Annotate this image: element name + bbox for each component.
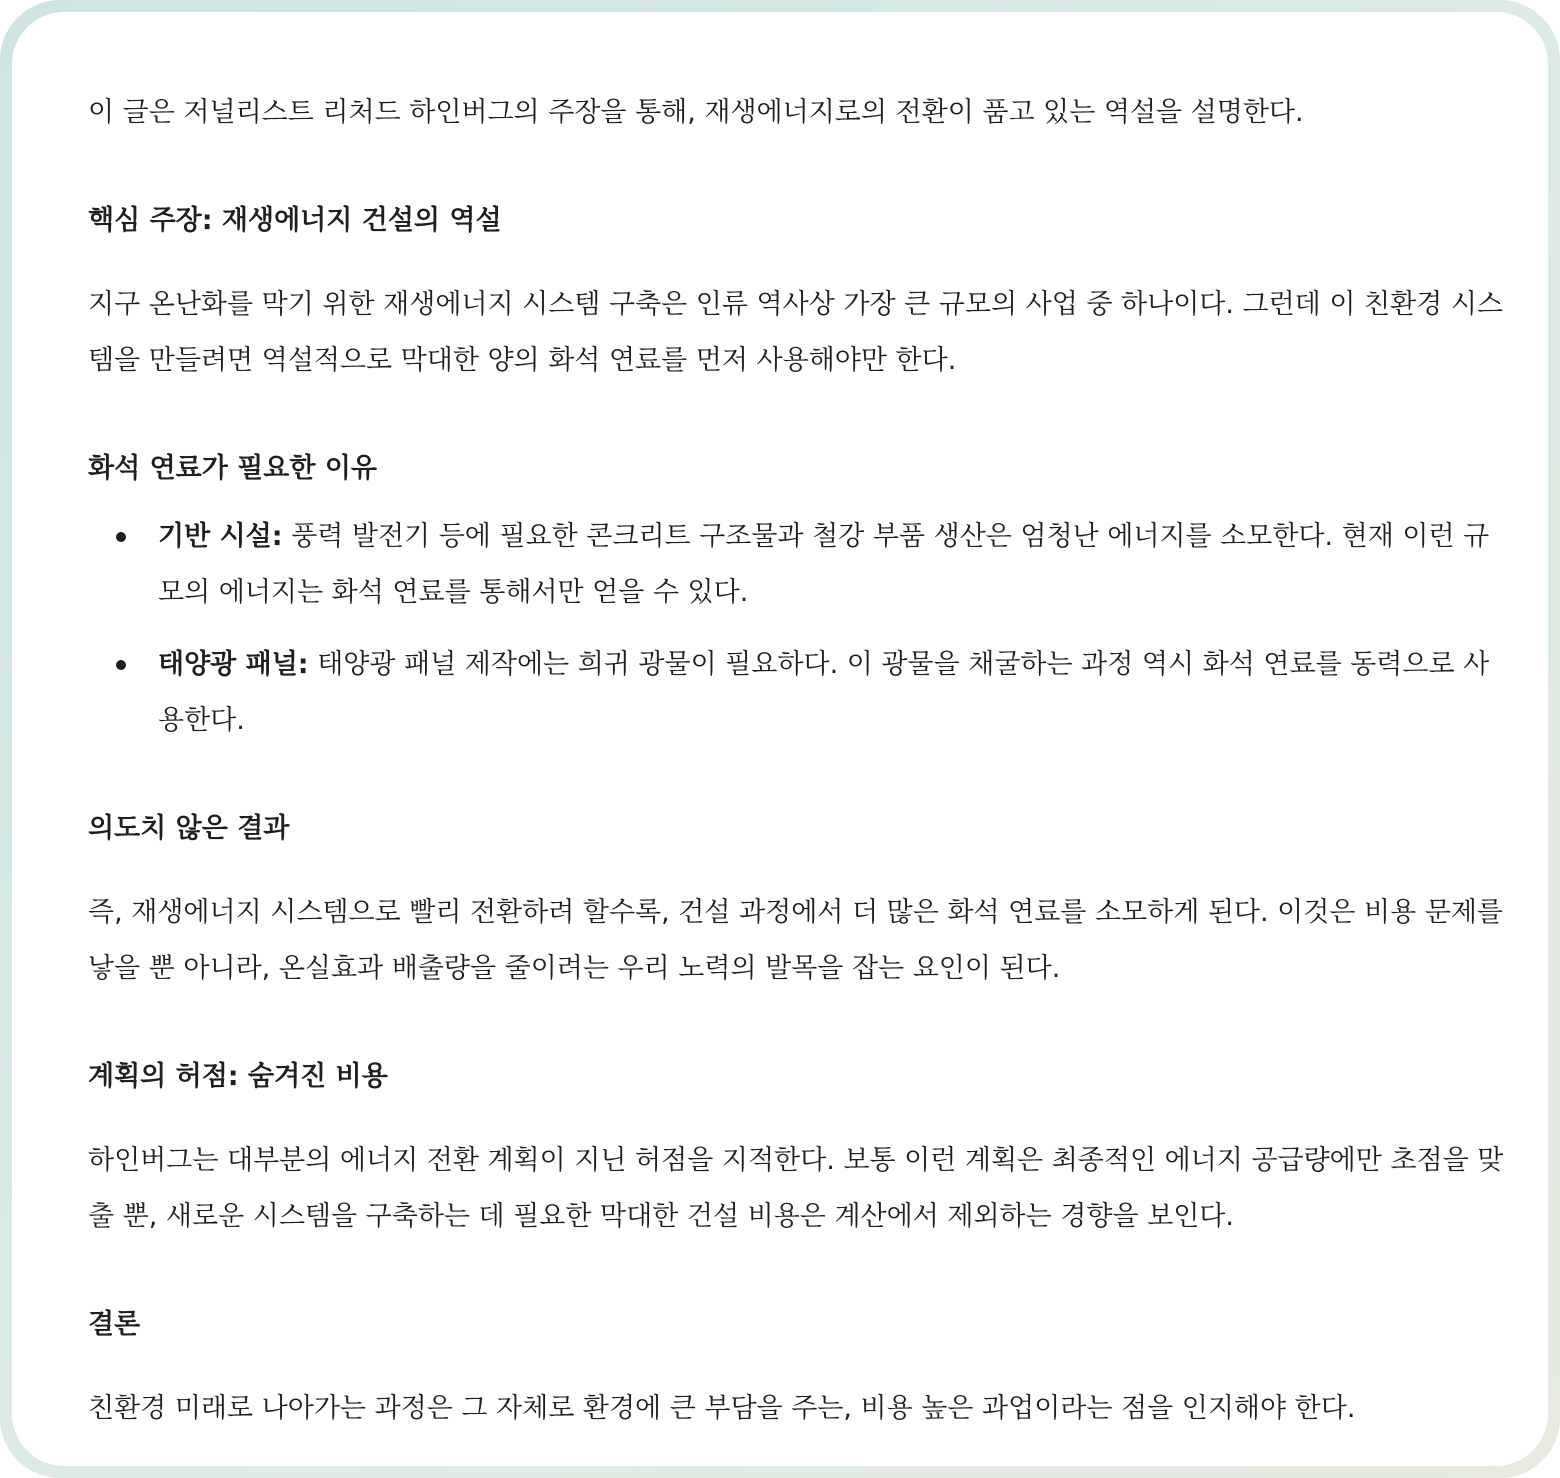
document-card (12, 12, 1548, 1466)
section-heading-core-claim: 핵심 주장: 재생에너지 건설의 역설 (88, 205, 502, 236)
section-paragraph-hidden-cost: 하인버그는 대부분의 에너지 전환 계획이 지닌 허점을 지적한다. 보통 이런 계획은 최종적인 에너지 공급량에만 초점을 맞출 뿐, 새로운 시스템을 구축하는 데 필요한 막대한 건설 비용은 계산에서 제외하는 경향을 보인다. (88, 1145, 1504, 1232)
bullet-dot (116, 532, 126, 542)
document-body (88, 85, 1508, 1437)
reasons-list (88, 509, 1508, 749)
list-item-text: 태양광 패널 제작에는 희귀 광물이 필요하다. 이 광물을 채굴하는 과정 역시 화석 연료를 동력으로 사용한다. (158, 649, 1490, 736)
list-item (88, 509, 1508, 621)
section-heading-why-fossil-fuel: 화석 연료가 필요한 이유 (88, 453, 378, 484)
list-item-text: 풍력 발전기 등에 필요한 콘크리트 구조물과 철강 부품 생산은 엄청난 에너지를 소모한다. 현재 이런 규모의 에너지는 화석 연료를 통해서만 얻을 수 있다. (158, 521, 1490, 608)
section-paragraph-core-claim: 지구 온난화를 막기 위한 재생에너지 시스템 구축은 인류 역사상 가장 큰 규모의 사업 중 하나이다. 그런데 이 친환경 시스템을 만들려면 역설적으로 막대한 양의 화석 연료를 먼저 사용해야만 한다. (88, 289, 1504, 376)
section-paragraph-conclusion: 친환경 미래로 나아가는 과정은 그 자체로 환경에 큰 부담을 주는, 비용 높은 과업이라는 점을 인지해야 한다. (88, 1393, 1356, 1424)
section-heading-hidden-cost: 계획의 허점: 숨겨진 비용 (88, 1061, 388, 1092)
list-item-term: 기반 시설: (158, 521, 283, 552)
section-heading-conclusion: 결론 (88, 1309, 141, 1340)
bullet-dot (116, 660, 126, 670)
section-heading-unintended-result: 의도치 않은 결과 (88, 813, 290, 844)
list-item-term: 태양광 패널: (158, 649, 309, 680)
section-paragraph-unintended-result: 즉, 재생에너지 시스템으로 빨리 전환하려 할수록, 건설 과정에서 더 많은 화석 연료를 소모하게 된다. 이것은 비용 문제를 낳을 뿐 아니라, 온실효과 배출량을 줄이려는 우리 노력의 발목을 잡는 요인이 된다. (88, 897, 1504, 984)
list-item (88, 637, 1508, 749)
intro-paragraph: 이 글은 저널리스트 리처드 하인버그의 주장을 통해, 재생에너지로의 전환이 품고 있는 역설을 설명한다. (88, 97, 1304, 128)
